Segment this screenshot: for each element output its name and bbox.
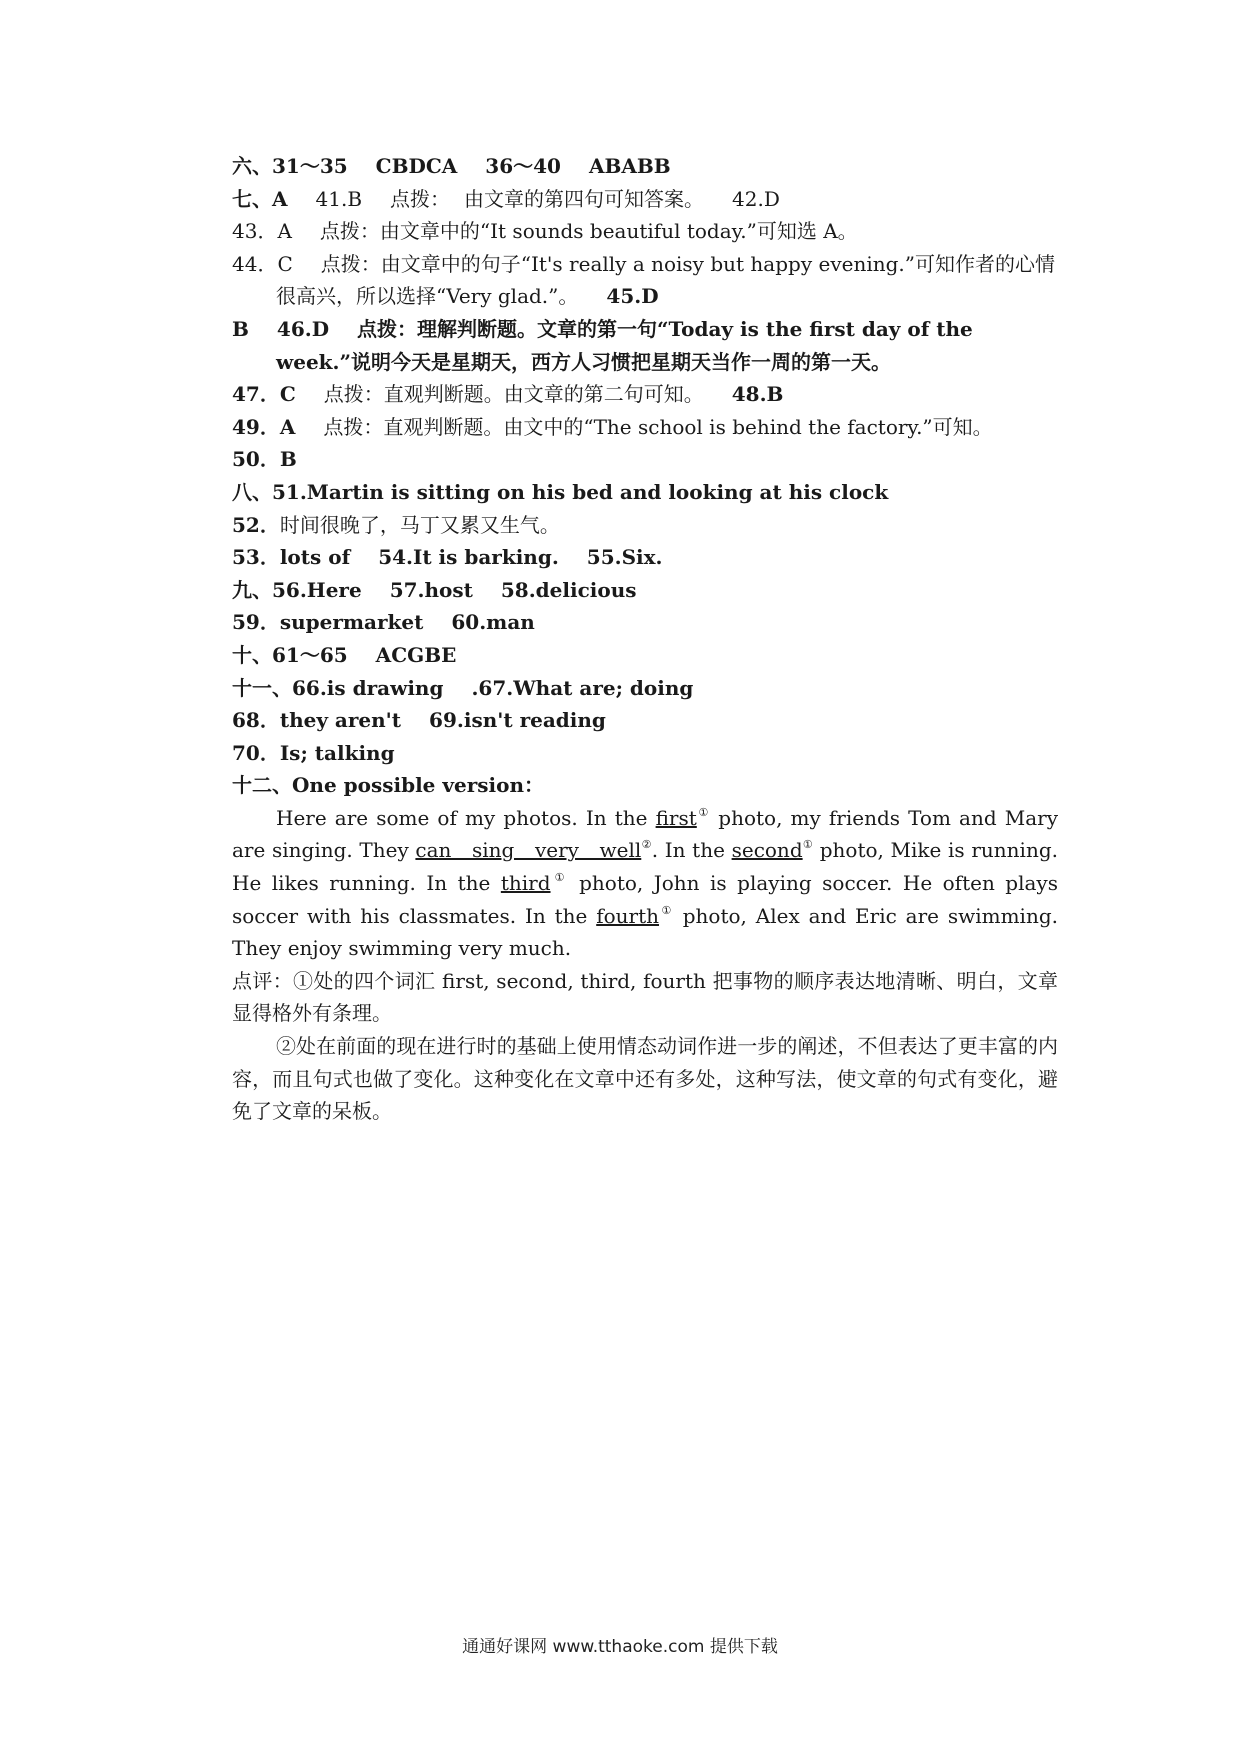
page-footer: 通通好课网 www.tthaoke.com 提供下载 (462, 1637, 778, 1657)
comment-1: 点评：①处的四个词汇 first, second, third, fourth 把事物的顺序表达地清晰、明白，文章显得格外有条理。 (232, 968, 1058, 1026)
answer-line-50: 50．B (232, 447, 297, 472)
answer-line-59: 59．supermarket 60.man (232, 610, 535, 635)
essay-word-second: second (731, 838, 803, 863)
essay-word-fourth: fourth (596, 903, 660, 928)
answer-line-52: 52．时间很晚了，马丁又累又生气。 (232, 512, 560, 537)
essay-word-third: third (500, 871, 551, 896)
answer-line-43: 43．A 点拨：由文章中的“It sounds beautiful today.”可知选 A。 (232, 219, 858, 244)
answer-key (232, 150, 1058, 1128)
answer-line-section-11: 十一、66.is drawing .67.What are; doing (232, 675, 694, 700)
answer-line-section-7: 七、A 41.B 点拨： 由文章的第四句可知答案。 42.D (232, 186, 780, 211)
answer-line-44: 44．C 点拨：由文章中的句子“It's really a noisy but happy evening.”可知作者的心情很高兴，所以选择“Very glad.”。 45.D (232, 251, 1055, 309)
answer-line-section-9: 九、56.Here 57.host 58.delicious (232, 577, 637, 602)
essay-phrase-can-sing-very-well: can sing very well (415, 838, 642, 863)
answer-line-section-6: 六、31～35 CBDCA 36～40 ABABB (232, 154, 671, 178)
answer-line-46: B 46.D 点拨：理解判断题。文章的第一句“Today is the first day of the week.”说明今天是星期天，西方人习惯把星期天当作一周的第一天。 (232, 316, 973, 374)
answer-line-53: 53．lots of 54.It is barking. 55.Six. (232, 545, 663, 570)
answer-line-70: 70．Is; talking (232, 740, 395, 765)
essay-word-first: first (655, 805, 697, 830)
sample-essay: Here are some of my photos. In the first① photo, my friends Tom and Mary are singing. They can sing very well②. In the second① photo, Mike is running. He likes running. In the third① photo, John is playing soccer. He often plays soccer with his classmates. In the fourth① photo, Alex and Eric are swimming. They enjoy swimming very much. (232, 805, 1059, 961)
answer-line-section-8: 八、51.Martin is sitting on his bed and looking at his clock (232, 479, 889, 504)
answer-line-47: 47．C 点拨：直观判断题。由文章的第二句可知。 48.B (232, 382, 784, 407)
answer-line-section-12: 十二、One possible version： (232, 773, 544, 798)
answer-line-49: 49．A 点拨：直观判断题。由文中的“The school is behind the factory.”可知。 (232, 414, 993, 439)
answer-line-68: 68．they aren't 69.isn't reading (232, 708, 606, 733)
comment-2: ②处在前面的现在进行时的基础上使用情态动词作进一步的阐述，不但表达了更丰富的内容，而且句式也做了变化。这种变化在文章中还有多处，这种写法，使文章的句式有变化，避免了文章的呆板。 (232, 1034, 1058, 1124)
answer-line-section-10: 十、61～65 ACGBE (232, 642, 457, 667)
